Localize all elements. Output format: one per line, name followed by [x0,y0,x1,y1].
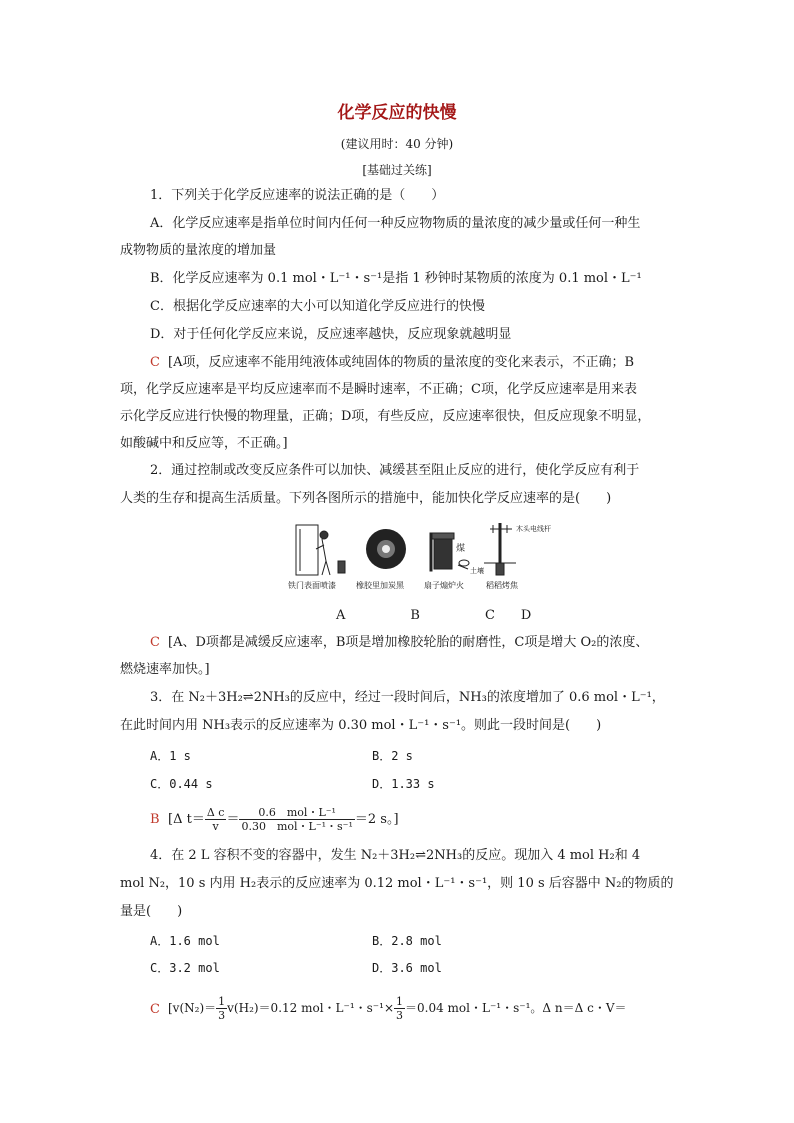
q4-explanation [168,988,626,1028]
q4-option-d: D．3.6 mol [372,961,442,975]
q4-fraction-2 [394,995,405,1022]
q2-figure-drawing [288,521,551,579]
q4-exp-a: [v(N₂)＝ [168,1001,217,1015]
q2-explanation-line1: [A、D项都是减缓反应速率，B项是增加橡胶轮胎的耐磨性，C项是增大 O₂的浓度、 [168,635,649,650]
q1-option-d: D．对于任何化学反应来说，反应速率越快，反应现象就越明显 [150,327,512,342]
q3-option-d: D．1.33 s [372,777,435,791]
fig-label-a: 铁门表面喷漆 [288,581,336,590]
q2-stem-line1: 2．通过控制或改变反应条件可以加快、减缓甚至阻止反应的进行，使化学反应有利于 [150,463,640,478]
q4-option-a: A．1.6 mol [150,934,220,948]
q4-option-c: C．3.2 mol [150,961,220,975]
q1-explanation-line4: 如酸碱中和反应等，不正确。] [120,436,288,451]
q3-exp-pre: [Δ t＝ [168,812,205,827]
q3-option-c: C．0.44 s [150,777,213,791]
q4-frac1-num: 1 [218,995,226,1008]
coal-label: 煤 [456,543,466,553]
page-title: 化学反应的快慢 [337,103,457,123]
section-heading: [基础过关练] [362,163,432,177]
q3-explanation: [Δ t＝ $\frac{\text{Δ c}}{v}$ ＝ $\frac{\text{0.6 mol・L⁻¹}}{\text{0.30 mol・L⁻¹・s⁻¹}}$ ＝2 s。] [168,806,399,833]
q1-option-a-line2: 成物物质的量浓度的增加量 [120,243,277,258]
pole-label: 木头电线杆 [516,525,551,533]
fig-label-d: 稻稻烤焦 [486,581,518,590]
q3-frac1-num: Δ c [206,806,225,819]
q3-exp-post: ＝2 s。] [354,812,399,827]
q4-exp-b: v(H₂)＝0.12 mol・L⁻¹・s⁻¹× [227,1001,395,1015]
q3-frac1-den: v [212,820,219,833]
q1-option-a-line1: A．化学反应速率是指单位时间内任何一种反应物物质的量浓度的减少量或任何一种生 [150,216,641,231]
q4-stem-line1: 4．在 2 L 容积不变的容器中，发生 N₂＋3H₂⇌2NH₃的反应。现加入 4 mol H₂和 4 [150,848,641,863]
q4-answer-letter: C [150,1002,160,1017]
q2-stem-line2: 人类的生存和提高生活质量。下列各图所示的措施中，能加快化学反应速率的是( ) [120,491,612,506]
q4-fraction-1 [216,995,227,1022]
q4-exp-c: ＝0.04 mol・L⁻¹・s⁻¹。Δ n＝Δ c・V＝ [405,1001,627,1015]
q1-option-c: C．根据化学反应速率的大小可以知道化学反应进行的快慢 [150,299,485,314]
pole-illustration [484,523,516,575]
q1-answer-letter: C [150,355,160,370]
q1-option-b: B．化学反应速率为 0.1 mol・L⁻¹・s⁻¹是指 1 秒钟时某物质的浓度为 0.1 mol・L⁻¹ [150,271,642,286]
q2-answer-letter: C [150,635,160,650]
q3-answer-letter: B [150,812,160,827]
q1-explanation-line1: [A项，反应速率不能用纯液体或纯固体的物质的量浓度的变化来表示，不正确；B [168,355,635,370]
tire-illustration [366,529,406,569]
q4-frac2-den: 3 [396,1009,404,1022]
q4-option-b: B．2.8 mol [372,934,442,948]
q1-explanation-line3: 示化学反应进行快慢的物理量，正确；D项，有些反应，反应速率很快，但反应现象不明显， [120,409,651,424]
fig-label-b: 橡胶里加炭黑 [356,581,404,590]
q3-stem-line1: 3．在 N₂＋3H₂⇌2NH₃的反应中，经过一段时间后，NH₃的浓度增加了 0.6 mol・L⁻¹， [150,690,665,705]
q1-explanation-line2: 项，化学反应速率是平均反应速率而不是瞬时速率，不正确；C项，化学反应速率是用来表 [120,382,637,397]
q4-frac2-num: 1 [396,995,404,1008]
q2-explanation-line2: 燃烧速率加快。] [120,662,210,677]
q3-fraction-1 [205,806,227,833]
q1-stem: 1．下列关于化学反应速率的说法正确的是（ ） [150,188,445,203]
q4-frac1-den: 3 [218,1009,226,1022]
q3-option-a: A．1 s [150,749,191,763]
fig-label-c: 扇子煽炉火 [424,581,464,590]
q2-option-letters: A B C D [336,608,532,623]
suggested-time: (建议用时：40 分钟) [340,137,454,151]
q3-option-b: B．2 s [372,749,413,763]
q4-stem-line3: 量是( ) [120,904,183,919]
q3-frac2-den: 0.30 mol・L⁻¹・s⁻¹ [241,820,353,833]
iron-door-illustration [296,525,345,575]
soil-label: 土壤 [470,567,484,575]
q3-stem-line2: 在此时间内用 NH₃表示的反应速率为 0.30 mol・L⁻¹・s⁻¹。则此一段时间是( ) [120,718,602,733]
q4-stem-line2: mol N₂，10 s 内用 H₂表示的反应速率为 0.12 mol・L⁻¹・s⁻¹，则 10 s 后容器中 N₂的物质的 [120,876,674,891]
q3-frac2-num: 0.6 mol・L⁻¹ [239,806,354,820]
q3-fraction-2 [239,806,354,833]
